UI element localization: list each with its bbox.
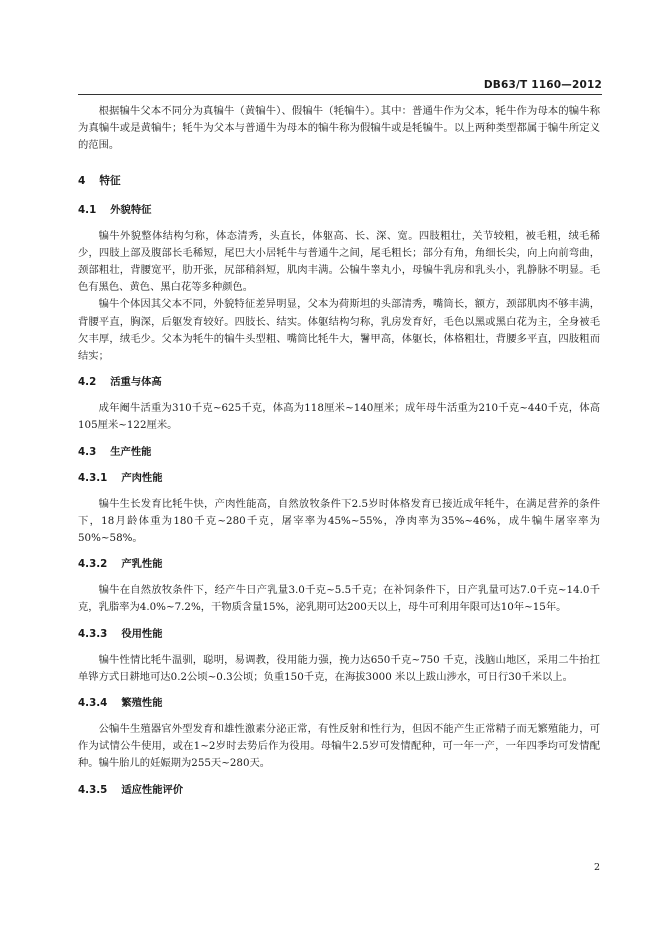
- appearance-paragraph-1: 犏牛外貌整体结构匀称，体态清秀，头直长，体躯高、长、深、宽。四肢粗壮，关节较粗，被毛粗，绒毛稀少，四肢上部及腹部长毛稀短，尾巴大小居牦牛与普通牛之间，尾毛粗长；部分有角，角细长尖，向上向前弯曲，颈部粗壮，背腰宽平，肋开张，尻部稍斜短，肌肉丰满。公犏牛睾丸小，母犏牛乳房和乳头小，乳静脉不明显。毛色有黑色、黄色、黑白花等多种颜色。: [78, 229, 600, 294]
- meat-performance-paragraph: 犏牛生长发育比牦牛快，产肉性能高，自然放牧条件下2.5岁时体格发育已接近成年牦牛，在满足营养的条件下，18月龄体重为180千克~280千克，屠宰率为45%~55%，净肉率为35%~46%，成牛犏牛屠宰率为50%~58%。: [78, 497, 600, 545]
- section-number: 4.1: [78, 203, 97, 216]
- section-4-3-5-heading: [78, 782, 600, 799]
- section-number: 4.2: [78, 376, 97, 389]
- page-number: 2: [593, 862, 600, 873]
- section-number: 4.3.2: [78, 558, 108, 571]
- section-number: 4: [78, 174, 86, 187]
- document-body: [78, 103, 600, 799]
- section-title: 生产性能: [110, 445, 152, 458]
- appearance-paragraph-2: 犏牛个体因其父本不同，外貌特征差异明显，父本为荷斯坦的头部清秀，嘴筒长，额方，颈部肌肉不够丰满，背腰平直，胸深，后躯发育较好。四肢长、结实。体躯结构匀称，乳房发育好，毛色以黑或黑白花为主，全身被毛欠丰厚，绒毛少。父本为牦牛的犏牛头型粗、嘴筒比牦牛大，鬐甲高，体躯长，体格粗壮，背腰多平直，四肢粗而结实；: [78, 298, 600, 363]
- section-title: 外貌特征: [110, 203, 152, 216]
- section-4-3-3-heading: [78, 626, 600, 643]
- section-number: 4.3: [78, 445, 97, 458]
- section-number: 4.3.5: [78, 783, 108, 796]
- section-4-3-heading: [78, 444, 600, 461]
- header-rule: [78, 94, 602, 95]
- section-title: 特征: [99, 174, 121, 187]
- section-title: 适应性能评价: [121, 783, 184, 796]
- section-title: 繁殖性能: [121, 697, 163, 710]
- section-4-heading: [78, 173, 600, 190]
- weight-height-paragraph: 成年阉牛活重为310千克~625千克，体高为118厘米~140厘米；成年母牛活重为210千克~440千克，体高105厘米~122厘米。: [78, 402, 600, 432]
- section-4-3-4-heading: [78, 695, 600, 712]
- section-4-3-1-heading: [78, 470, 600, 487]
- section-4-1-heading: [78, 202, 600, 219]
- section-title: 役用性能: [121, 627, 163, 640]
- section-number: 4.3.1: [78, 471, 108, 484]
- section-number: 4.3.4: [78, 697, 108, 710]
- intro-paragraph: 根据犏牛父本不同分为真犏牛（黄犏牛）、假犏牛（牦犏牛）。其中：普通牛作为父本，牦牛作为母本的犏牛称为真犏牛或是黄犏牛；牦牛为父本与普通牛为母本的犏牛称为假犏牛或是牦犏牛。以上两种类型都属于犏牛所定义的范围。: [78, 105, 600, 152]
- section-title: 产乳性能: [121, 558, 163, 571]
- document-id: DB63/T 1160—2012: [483, 79, 602, 91]
- draft-performance-paragraph: 犏牛性情比牦牛温驯，聪明，易调教，役用能力强，挽力达650千克~750 千克，浅脑山地区，采用二牛抬扛单铧方式日耕地可达0.2公顷~0.3公顷；负重150千克，在海拔3000 米以上跋山涉水，可日行30千米以上。: [78, 653, 600, 683]
- section-4-2-heading: [78, 374, 600, 391]
- section-title: 产肉性能: [121, 471, 163, 484]
- milk-performance-paragraph: 犏牛在自然放牧条件下，经产牛日产乳量3.0千克~5.5千克；在补饲条件下，日产乳量可达7.0千克~14.0千克，乳脂率为4.0%~7.2%，干物质含量15%，泌乳期可达200天以上，母牛可利用年限可达10年~15年。: [78, 584, 600, 614]
- reproduction-performance-paragraph: 公犏牛生殖器官外型发育和雄性激素分泌正常，有性反射和性行为，但因不能产生正常精子而无繁殖能力，可作为试情公牛使用，或在1~2岁时去势后作为役用。母犏牛2.5岁可发情配种，可一年一产，一年四季均可发情配种。犏牛胎儿的妊娠期为255天~280天。: [78, 723, 600, 770]
- section-4-3-2-heading: [78, 556, 600, 573]
- section-title: 活重与体高: [110, 376, 162, 389]
- section-number: 4.3.3: [78, 627, 108, 640]
